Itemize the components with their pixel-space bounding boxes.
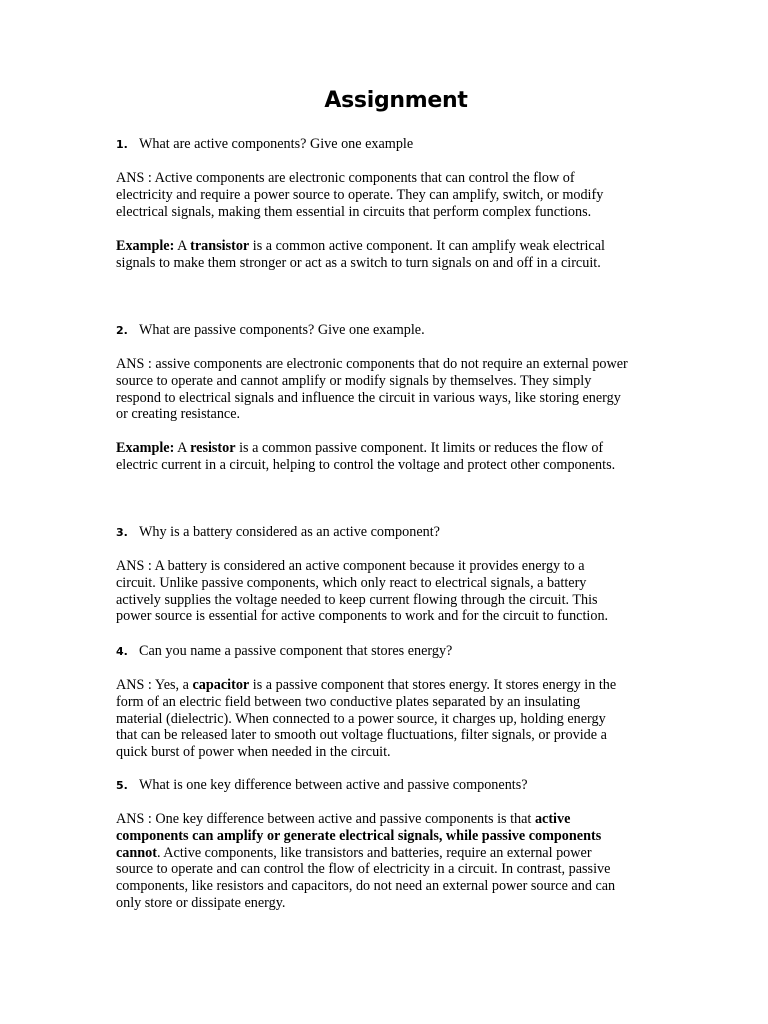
question-number: 4.	[116, 645, 128, 658]
answer-2	[116, 356, 680, 423]
example-label: Example:	[116, 238, 175, 254]
example-line: signals to make them stronger or act as a switch to turn signals on and off in a circuit.	[116, 254, 601, 271]
example-text: A	[174, 238, 191, 254]
example-1	[116, 238, 680, 272]
question-4	[116, 643, 676, 660]
question-5	[116, 777, 676, 794]
answer-line: circuit. Unlike passive components, which only react to electrical signals, a battery	[116, 574, 587, 591]
answer-line: power source is essential for active components to work and for the circuit to function.	[116, 608, 609, 625]
answer-line	[116, 677, 680, 694]
example-line	[116, 440, 680, 457]
answer-term: active	[534, 811, 571, 827]
answer-line: components, like resistors and capacitors, do not need an external power source and can	[116, 878, 616, 895]
answer-line: source to operate and cannot amplify or modify signals by themselves. They simply	[116, 372, 592, 389]
answer-line	[116, 811, 680, 828]
answer-text: is a passive component that stores energy. It stores energy in the	[249, 677, 617, 693]
answer-line: source to operate and can control the flow of electricity in a circuit. In contrast, passive	[116, 861, 611, 878]
answer-term: capacitor	[192, 677, 250, 693]
question-text: What is one key difference between active and passive components?	[139, 777, 528, 793]
answer-line: electrical signals, making them essential in circuits that perform complex functions.	[116, 203, 592, 220]
answer-line: ANS : A battery is considered an active component because it provides energy to a	[116, 558, 585, 574]
question-text: What are passive components? Give one example.	[139, 322, 425, 338]
example-term: transistor	[190, 238, 250, 254]
answer-text: ANS : One key difference between active and passive components is that	[116, 811, 535, 827]
document-title: Assignment	[324, 88, 468, 113]
answer-line: electricity and require a power source to operate. They can amplify, switch, or modify	[116, 186, 604, 203]
answer-line: ANS : Active components are electronic components that can control the flow of	[116, 170, 575, 186]
answer-text: . Active components, like transistors and batteries, require an external power	[157, 844, 592, 861]
answer-line: actively supplies the voltage needed to keep current flowing through the circuit. This	[116, 591, 598, 608]
question-number: 2.	[116, 324, 128, 337]
answer-3	[116, 558, 680, 625]
question-text: Can you name a passive component that stores energy?	[139, 643, 453, 659]
example-line: electric current in a circuit, helping to control the voltage and protect other components.	[116, 456, 616, 473]
example-text: is a common passive component. It limits or reduces the flow of	[235, 440, 604, 456]
answer-1	[116, 170, 680, 220]
example-term: resistor	[190, 440, 236, 456]
question-number: 3.	[116, 526, 128, 539]
answer-bold-text: components can amplify or generate electrical signals, while passive components	[116, 827, 602, 844]
question-2	[116, 322, 676, 339]
question-number: 5.	[116, 779, 128, 792]
answer-line: ANS : assive components are electronic components that do not require an external power	[116, 356, 628, 372]
answer-line: or creating resistance.	[116, 406, 241, 423]
answer-line: only store or dissipate energy.	[116, 894, 286, 911]
example-text: A	[174, 440, 191, 456]
answer-line: respond to electrical signals and influence the circuit in various ways, like storing energy	[116, 389, 621, 406]
answer-line	[116, 845, 680, 862]
answer-4	[116, 677, 680, 761]
example-line	[116, 238, 680, 255]
answer-line: that can be released later to smooth out voltage fluctuations, filter signals, or provide a	[116, 727, 607, 744]
example-text: is a common active component. It can amplify weak electrical	[249, 238, 605, 254]
question-3	[116, 524, 676, 541]
answer-line: form of an electric field between two conductive plates separated by an insulating	[116, 693, 581, 710]
example-2	[116, 440, 680, 474]
question-1	[116, 136, 676, 153]
example-label: Example:	[116, 440, 175, 456]
answer-term: cannot	[116, 844, 157, 861]
question-text: Why is a battery considered as an active component?	[139, 524, 440, 540]
answer-5	[116, 811, 680, 912]
answer-line: quick burst of power when needed in the circuit.	[116, 744, 391, 761]
answer-line	[116, 828, 680, 845]
question-text: What are active components? Give one example	[139, 136, 414, 152]
answer-line: material (dielectric). When connected to a power source, it charges up, holding energy	[116, 710, 606, 727]
question-number: 1.	[116, 138, 128, 151]
answer-text: ANS : Yes, a	[116, 677, 193, 693]
